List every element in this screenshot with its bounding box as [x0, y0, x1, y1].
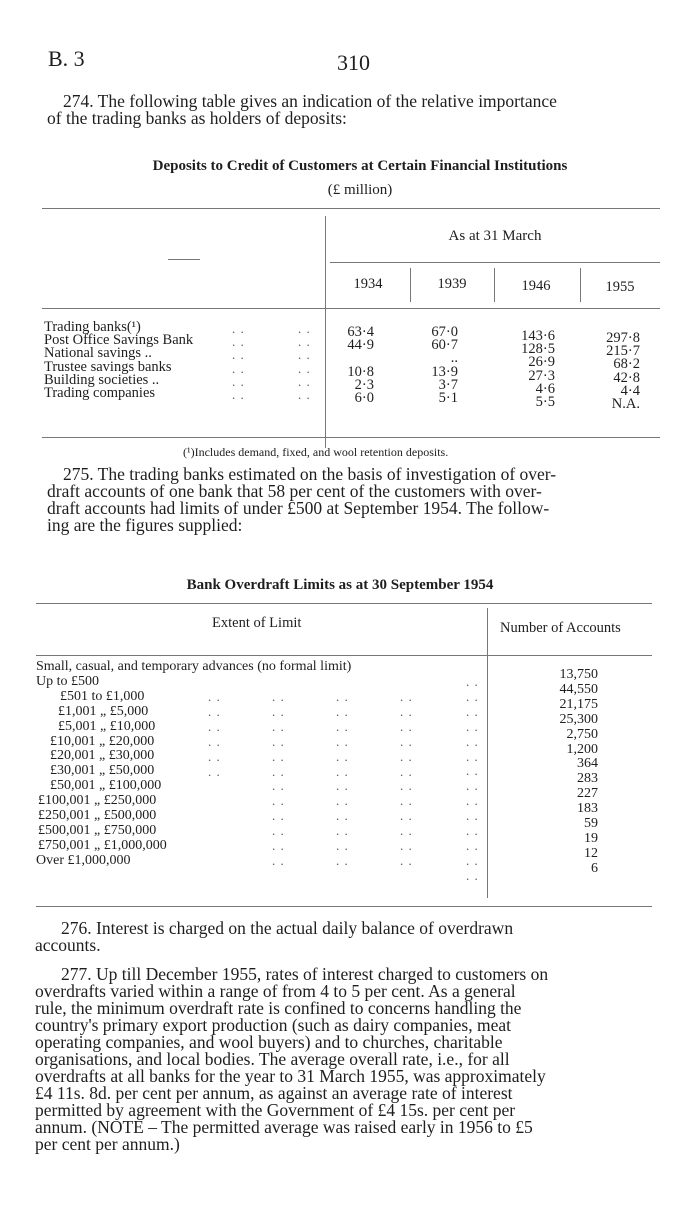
- paragraph-line: ing are the figures supplied:: [47, 515, 243, 535]
- cell: 1,200: [566, 741, 598, 757]
- row-label: Over £1,000,000: [36, 852, 131, 868]
- cell: 13·9: [431, 363, 458, 380]
- table2-column-divider: [487, 608, 488, 898]
- table1-row-labels: [44, 321, 193, 400]
- row-label: Post Office Savings Bank: [44, 332, 194, 349]
- cell: 283: [577, 771, 598, 787]
- cell: 25,300: [559, 711, 598, 727]
- table2-title: Bank Overdraft Limits as at 30 September 1954: [186, 577, 494, 593]
- row-label: Trading companies: [44, 385, 156, 402]
- row-label: £5,001 „ £10,000: [58, 718, 156, 734]
- paragraph-line: draft accounts had limits of under £500 at September 1954. The follow-: [47, 498, 550, 518]
- cell: 10·8: [347, 363, 374, 380]
- cell: 12: [584, 845, 598, 861]
- row-label: £20,001 „ £30,000: [50, 748, 155, 764]
- table2-col1-header: Extent of Limit: [212, 615, 302, 631]
- table2-bottom-rule: [36, 906, 652, 907]
- cell: N.A.: [611, 396, 640, 413]
- row-label: £500,001 „ £750,000: [38, 822, 157, 838]
- row-label: National savings ..: [44, 345, 152, 362]
- row-label: £50,001 „ £100,000: [50, 778, 162, 794]
- table1-footnote: (¹)Includes demand, fixed, and wool retention deposits.: [183, 445, 449, 459]
- cell: 4·4: [620, 382, 640, 399]
- row-label: Building societies ..: [44, 371, 160, 388]
- paragraph-line: £4 11s. 8d. per cent per annum, as against an average rate of interest: [35, 1083, 513, 1103]
- cell: 3·7: [438, 376, 458, 393]
- cell: 128·5: [521, 341, 555, 358]
- cell: 364: [577, 756, 598, 772]
- table1-bottom-rule: [42, 437, 660, 438]
- year-header: 1934: [353, 276, 383, 292]
- cell: 63·4: [347, 324, 374, 340]
- cell: 19: [584, 830, 598, 846]
- table1-title: Deposits to Credit of Customers at Certain Financial Institutions: [152, 158, 568, 174]
- leader-dots: . . . . . . . . . . . . . . . . . . . . . . . .: [272, 689, 285, 868]
- leader-dots: . . . . . . . . . . . .: [298, 321, 311, 403]
- page-number: 310: [337, 50, 370, 75]
- leader-dots: . . . . . . . . . . . . . . . . . . . . . . . .: [400, 689, 413, 868]
- cell: 2,750: [566, 726, 598, 742]
- table1-header-rule: [42, 308, 660, 309]
- cell: 44,550: [559, 681, 598, 697]
- paragraph-line: operating companies, and wool buyers) and to churches, charitable: [35, 1032, 503, 1052]
- year-header: 1939: [437, 276, 467, 292]
- row-label: £10,001 „ £20,000: [50, 733, 155, 749]
- table2-top-rule: [36, 603, 652, 604]
- leader-dots: . . . . . . . . . . . .: [208, 689, 221, 779]
- table1-top-rule: [42, 208, 660, 209]
- section-label: B. 3: [48, 46, 85, 71]
- paragraph-line: 277. Up till December 1955, rates of interest charged to customers on: [61, 964, 549, 984]
- cell: 42·8: [613, 369, 640, 386]
- cell: 68·2: [613, 356, 640, 373]
- paragraph-line: annum. (NOTE – The permitted average was raised early in 1956 to £5: [35, 1117, 533, 1137]
- cell: 5·5: [535, 394, 555, 411]
- table1-column-1955: [590, 332, 640, 411]
- cell: 21,175: [559, 696, 598, 712]
- row-label: Up to £500: [36, 673, 99, 689]
- paragraph-line: 275. The trading banks estimated on the basis of investigation of over-: [63, 464, 557, 484]
- table1-stub-dash: [168, 259, 200, 260]
- table1-group-rule: [330, 262, 660, 263]
- leader-dots: . . . . . . . . . . . . . . . . . . . . . . . . . . . .: [466, 674, 479, 883]
- row-label: Small, casual, and temporary advances (no formal limit): [36, 659, 352, 674]
- table1-column-1946: [505, 330, 555, 409]
- cell: 67·0: [431, 324, 458, 340]
- row-label: £30,001 „ £50,000: [50, 763, 155, 779]
- table1-column-1939: [424, 326, 458, 405]
- table2-accounts-column: [530, 668, 598, 877]
- paragraph-line: of the trading banks as holders of deposits:: [47, 108, 347, 128]
- year-header: 1955: [605, 279, 635, 295]
- cell: 227: [577, 786, 598, 802]
- table1-stub-divider: [325, 216, 326, 448]
- row-label: £750,001 „ £1,000,000: [38, 837, 167, 853]
- cell: 44·9: [347, 337, 374, 354]
- row-label: £1,001 „ £5,000: [58, 703, 149, 719]
- table1-column-1934: [340, 326, 374, 405]
- cell: 6·0: [354, 390, 374, 406]
- paragraph-276: [35, 920, 652, 954]
- year-header: 1946: [521, 278, 551, 294]
- paragraph-274: [47, 93, 661, 127]
- paragraph-277: [35, 966, 652, 1153]
- paragraph-line: rule, the minimum overdraft rate is confined to concerns handling the: [35, 998, 522, 1018]
- paragraph-line: permitted by agreement with the Government of £4 15s. per cent per: [35, 1100, 516, 1120]
- row-label: £501 to £1,000: [60, 688, 145, 704]
- paragraph-line: accounts.: [35, 935, 101, 955]
- cell: 2·3: [354, 376, 374, 393]
- cell: 13,750: [559, 667, 598, 682]
- cell: 143·6: [521, 328, 555, 344]
- cell: 60·7: [431, 337, 458, 354]
- year-divider: [494, 268, 495, 302]
- row-label: Trustee savings banks: [44, 358, 172, 375]
- paragraph-line: organisations, and local bodies. The average overall rate, i.e., for all: [35, 1049, 510, 1069]
- year-divider: [410, 268, 411, 302]
- leader-dots: . . . . . . . . . . . .: [232, 321, 245, 403]
- paragraph-line: 274. The following table gives an indication of the relative importance: [63, 91, 557, 111]
- paragraph-line: 276. Interest is charged on the actual daily balance of overdrawn: [61, 918, 514, 938]
- cell: 6: [591, 860, 598, 876]
- row-label: £100,001 „ £250,000: [38, 793, 157, 809]
- paragraph-line: country's primary export production (such as dairy companies, meat: [35, 1015, 512, 1035]
- table1-group-header: As at 31 March: [448, 228, 542, 244]
- year-divider: [580, 268, 581, 302]
- table2-header-rule: [36, 655, 652, 656]
- cell: 5·1: [438, 390, 458, 407]
- cell: 297·8: [606, 330, 640, 346]
- cell: 26·9: [528, 354, 555, 371]
- cell: ..: [450, 350, 458, 367]
- leader-dots: . . . . . . . . . . . . . . . . . . . . . . . .: [336, 689, 349, 868]
- table1-unit: (£ million): [327, 182, 393, 198]
- cell: 183: [577, 801, 598, 817]
- paragraph-275: [47, 466, 657, 534]
- paragraph-line: per cent per annum.): [35, 1134, 180, 1154]
- row-label: Trading banks(¹): [44, 319, 141, 335]
- paragraph-line: overdrafts at all banks for the year to 31 March 1955, was approximately: [35, 1066, 546, 1086]
- paragraph-line: draft accounts of one bank that 58 per cent of the customers with over-: [47, 481, 542, 501]
- cell: 4·6: [535, 380, 555, 397]
- row-label: £250,001 „ £500,000: [38, 808, 157, 824]
- table2-col2-header: Number of Accounts: [500, 620, 621, 636]
- table2-row-labels: [36, 660, 351, 869]
- cell: 59: [584, 816, 598, 832]
- cell: 27·3: [528, 367, 555, 384]
- paragraph-line: overdrafts varied within a range of from 4 to 5 per cent. As a general: [35, 981, 516, 1001]
- cell: 215·7: [606, 343, 640, 360]
